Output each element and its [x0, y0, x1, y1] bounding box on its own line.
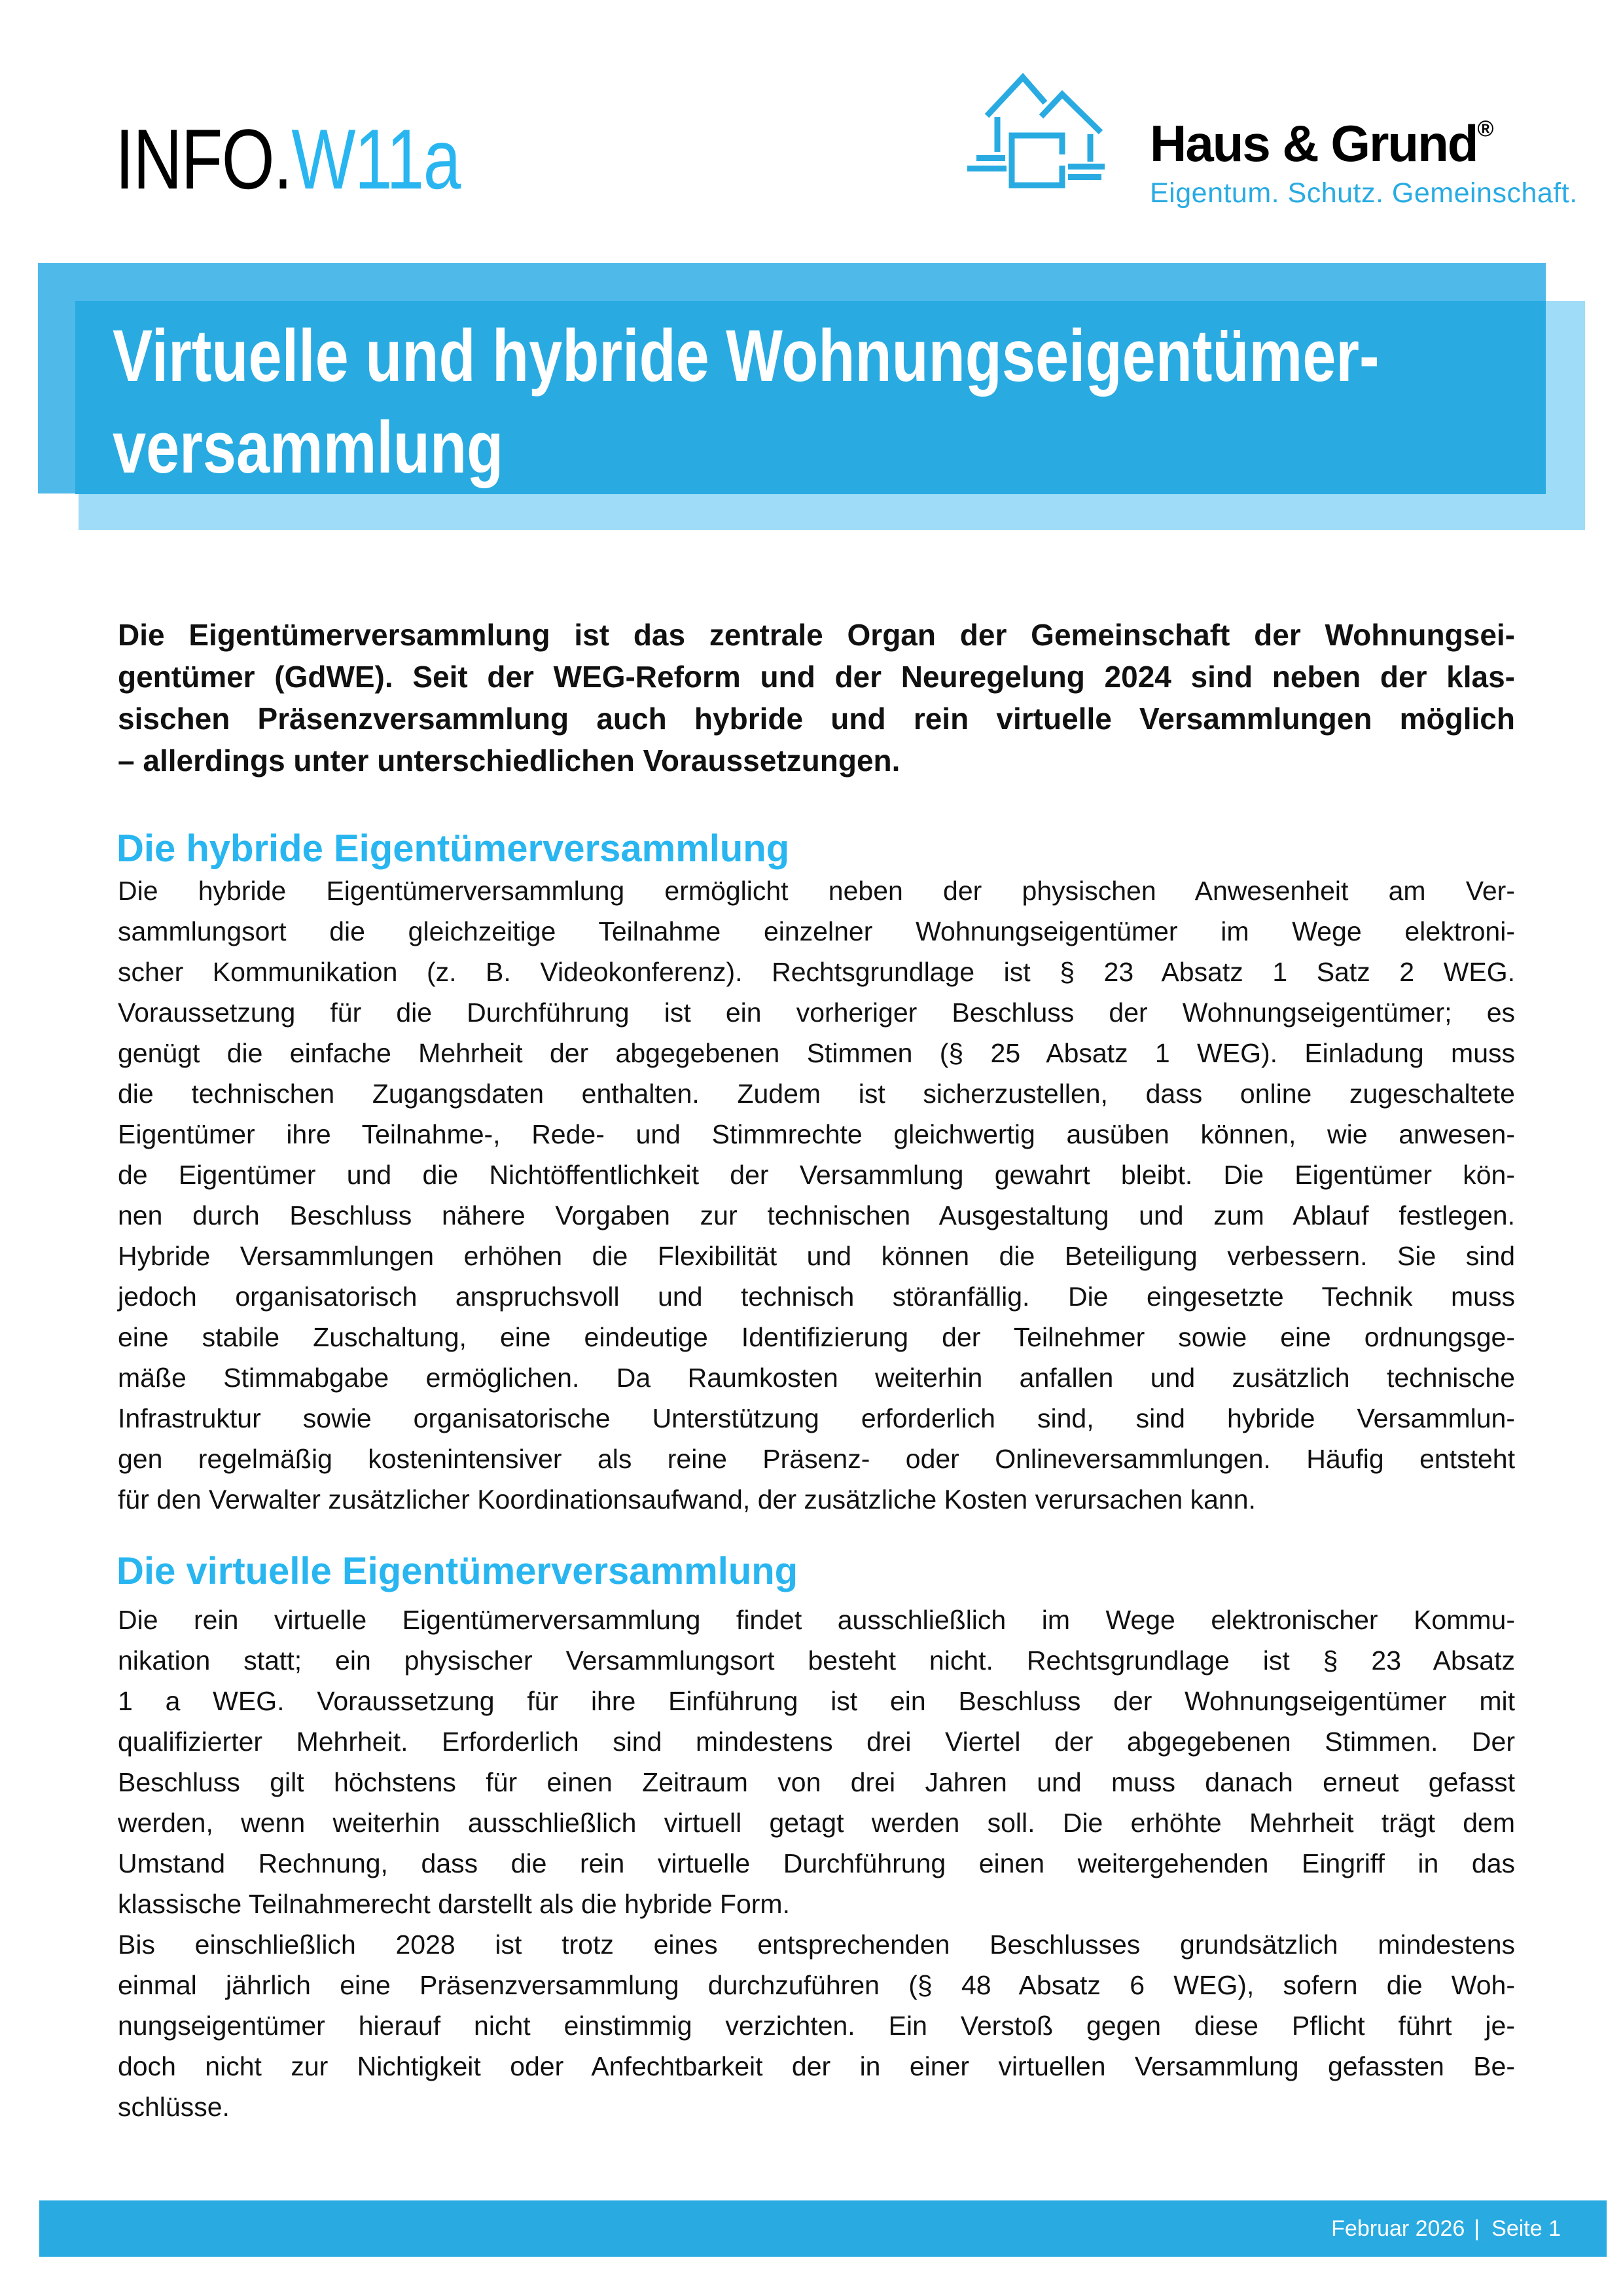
text-line: – allerdings unter unterschiedlichen Voraussetzungen.	[118, 744, 901, 778]
footer-date: Februar 2026	[1331, 2215, 1465, 2241]
text-line: werden, wenn weiterhin ausschließlich virtuell getagt werden soll. Die erhöhte Mehrheit trägt dem	[118, 1808, 1515, 1838]
section-heading-hybride: Die hybride Eigentümerversammlung	[116, 827, 790, 870]
text-line: Bis einschließlich 2028 ist trotz eines entsprechenden Beschlusses grundsätzlich mindestens	[118, 1929, 1515, 1960]
text-line: Infrastruktur sowie organisatorische Unterstützung erforderlich sind, sind hybride Versammlun-	[118, 1403, 1515, 1433]
text-line: sischen Präsenzversammlung auch hybride und rein virtuelle Versammlungen möglich	[118, 702, 1515, 736]
text-line: einmal jährlich eine Präsenzversammlung durchzuführen (§ 48 Absatz 6 WEG), sofern die Woh-	[118, 1970, 1515, 2000]
text-line: sammlungsort die gleichzeitige Teilnahme einzelner Wohnungseigentümer im Wege elektroni-	[118, 916, 1515, 946]
logo	[955, 62, 1584, 213]
text-line: Hybride Versammlungen erhöhen die Flexibilität und können die Beteiligung verbessern. Sie sind	[118, 1241, 1515, 1271]
paragraph	[118, 870, 1515, 1520]
paragraph	[118, 1600, 1515, 1924]
text-line: gentümer (GdWE). Seit der WEG-Reform und der Neuregelung 2024 sind neben der klas-	[118, 660, 1515, 694]
logo-text	[1150, 103, 1578, 207]
text-line: qualifizierter Mehrheit. Erforderlich sind mindestens drei Viertel der abgegebenen Stimmen. Der	[118, 1727, 1515, 1757]
text-line: Die hybride Eigentümerversammlung ermöglicht neben der physischen Anwesenheit am Ver-	[118, 876, 1515, 906]
text-line: klassische Teilnahmerecht darstellt als die hybride Form.	[118, 1889, 790, 1919]
text-line: doch nicht zur Nichtigkeit oder Anfechtbarkeit der in einer virtuellen Versammlung gefassten Be-	[118, 2051, 1515, 2081]
text-line: Virtuelle und hybride Wohnungseigentümer-	[113, 315, 1380, 397]
text-line: nen durch Beschluss nähere Vorgaben zur technischen Ausgestaltung und zum Ablauf festlegen.	[118, 1200, 1515, 1230]
text-line: die technischen Zugangsdaten enthalten. Zudem ist sicherzustellen, dass online zugeschaltete	[118, 1079, 1515, 1109]
text-line: scher Kommunikation (z. B. Videokonferenz). Rechtsgrundlage ist § 23 Absatz 1 Satz 2 WEG.	[118, 957, 1515, 987]
text-line: Eigentümer ihre Teilnahme-, Rede- und Stimmrechte gleichwertig ausüben können, wie anwesen-	[118, 1119, 1515, 1149]
section-body-hybride	[118, 870, 1515, 1520]
text-line: schlüsse.	[118, 2092, 230, 2122]
text-line: nungseigentümer hierauf nicht einstimmig verzichten. Ein Verstoß gegen diese Pflicht führt je-	[118, 2011, 1515, 2041]
logo-tagline: Eigentum. Schutz. Gemeinschaft.	[1150, 177, 1578, 209]
text-line: Umstand Rechnung, dass die rein virtuelle Durchführung einen weitergehenden Eingriff in das	[118, 1848, 1515, 1878]
section-body-virtuelle	[118, 1600, 1515, 2127]
footer-separator: |	[1474, 2215, 1480, 2241]
text-line: Die Eigentümerversammlung ist das zentrale Organ der Gemeinschaft der Wohnungsei-	[118, 618, 1515, 652]
doc-code-prefix: INFO.	[115, 111, 292, 207]
doc-code-number: W11a	[291, 111, 460, 207]
text-line: genügt die einfache Mehrheit der abgegebenen Stimmen (§ 25 Absatz 1 WEG). Einladung muss	[118, 1038, 1515, 1068]
paragraph	[118, 1924, 1515, 2127]
text-line: gen regelmäßig kostenintensiver als reine Präsenz- oder Onlineversammlungen. Häufig entsteht	[118, 1444, 1515, 1474]
text-line: Voraussetzung für die Durchführung ist ein vorheriger Beschluss der Wohnungseigentümer; es	[118, 997, 1515, 1028]
text-line: nikation statt; ein physischer Versammlungsort besteht nicht. Rechtsgrundlage ist § 23 Absatz	[118, 1645, 1515, 1676]
house-logo-icon	[955, 62, 1126, 206]
footer-bar	[39, 2200, 1607, 2257]
section-heading-virtuelle: Die virtuelle Eigentümerversammlung	[116, 1550, 798, 1592]
text-line: mäße Stimmabgabe ermöglichen. Da Raumkosten weiterhin anfallen und zusätzlich technische	[118, 1363, 1515, 1393]
page-title	[113, 310, 1508, 493]
logo-name	[1150, 103, 1578, 172]
text-line: 1 a WEG. Voraussetzung für ihre Einführung ist ein Beschluss der Wohnungseigentümer mit	[118, 1686, 1515, 1716]
text-line: versammlung	[113, 406, 504, 488]
text-line: de Eigentümer und die Nichtöffentlichkeit der Versammlung gewahrt bleibt. Die Eigentümer kön-	[118, 1160, 1515, 1190]
text-line: jedoch organisatorisch anspruchsvoll und technisch störanfällig. Die eingesetzte Technik muss	[118, 1282, 1515, 1312]
intro-paragraph	[118, 614, 1515, 781]
text-line: Beschluss gilt höchstens für einen Zeitraum von drei Jahren und muss danach erneut gefasst	[118, 1767, 1515, 1797]
registered-mark: ®	[1477, 117, 1494, 141]
text-line: eine stabile Zuschaltung, eine eindeutige Identifizierung der Teilnehmer sowie eine ordnungsge-	[118, 1322, 1515, 1352]
text-line: für den Verwalter zusätzlicher Koordinationsaufwand, der zusätzliche Kosten verursachen kann.	[118, 1484, 1256, 1515]
footer-page-number: Seite 1	[1491, 2215, 1561, 2241]
doc-code	[115, 110, 460, 208]
text-line: Die rein virtuelle Eigentümerversammlung findet ausschließlich im Wege elektronischer Kommu-	[118, 1605, 1515, 1635]
logo-name-label: Haus & Grund	[1150, 115, 1478, 172]
